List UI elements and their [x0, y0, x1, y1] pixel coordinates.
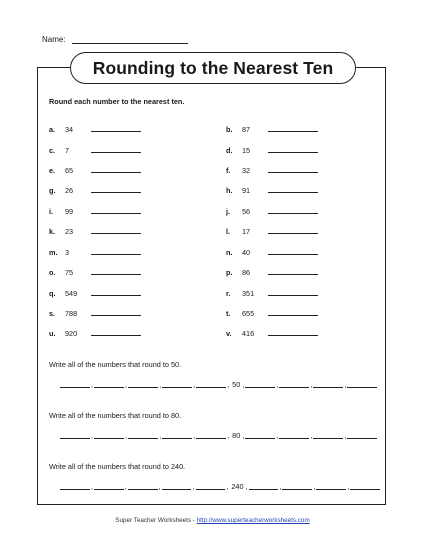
- problem-letter: o.: [49, 268, 56, 277]
- problem-number: 23: [65, 227, 74, 236]
- answer-row-80: , , , , , 80 , , , ,: [60, 432, 380, 439]
- problem-letter: g.: [49, 186, 56, 195]
- footer-separator: -: [192, 517, 195, 524]
- answer-blank[interactable]: [313, 432, 343, 439]
- problem-letter: t.: [226, 309, 231, 318]
- problem-number: 40: [242, 248, 251, 257]
- problem-j: [226, 207, 318, 217]
- problem-c: [49, 146, 141, 156]
- problem-number: 75: [65, 268, 74, 277]
- problem-number: 416: [242, 329, 255, 338]
- footer-url-link[interactable]: http://www.superteacherworksheets.com: [196, 517, 310, 524]
- problem-g: [49, 186, 141, 196]
- problem-letter: l.: [226, 227, 231, 236]
- problem-q: [49, 289, 141, 299]
- answer-blank[interactable]: [91, 207, 141, 214]
- problem-letter: j.: [226, 207, 231, 216]
- problem-p: [226, 268, 318, 278]
- answer-blank[interactable]: [347, 381, 377, 388]
- problem-letter: d.: [226, 146, 233, 155]
- problem-number: 3: [65, 248, 70, 257]
- problem-letter: h.: [226, 186, 233, 195]
- answer-blank[interactable]: [91, 309, 141, 316]
- answer-blank[interactable]: [91, 227, 141, 234]
- problem-letter: f.: [226, 166, 231, 175]
- answer-blank[interactable]: [91, 125, 141, 132]
- problem-v: [226, 329, 318, 339]
- problem-number: 655: [242, 309, 255, 318]
- problem-letter: c.: [49, 146, 56, 155]
- answer-blank[interactable]: [268, 166, 318, 173]
- answer-blank[interactable]: [268, 186, 318, 193]
- problem-letter: a.: [49, 125, 56, 134]
- answer-blank[interactable]: [128, 483, 158, 490]
- answer-blank[interactable]: [268, 309, 318, 316]
- answer-blank[interactable]: [282, 483, 312, 490]
- problem-number: 7: [65, 146, 70, 155]
- title-text: Rounding to the Nearest Ten: [92, 57, 334, 78]
- problem-l: [226, 227, 318, 237]
- problem-number: 17: [242, 227, 251, 236]
- problem-number: 351: [242, 289, 255, 298]
- answer-blank[interactable]: [268, 125, 318, 132]
- problem-o: [49, 268, 141, 278]
- given-value: 50: [232, 380, 241, 389]
- write-prompt-80: Write all of the numbers that round to 80.: [49, 411, 182, 420]
- problem-letter: e.: [49, 166, 56, 175]
- answer-blank[interactable]: [268, 329, 318, 336]
- problem-number: 32: [242, 166, 251, 175]
- problem-number: 99: [65, 207, 74, 216]
- problem-m: [49, 248, 141, 258]
- answer-blank[interactable]: [128, 381, 158, 388]
- problem-b: [226, 125, 318, 135]
- answer-blank[interactable]: [162, 483, 192, 490]
- problem-letter: v.: [226, 329, 232, 338]
- problem-letter: u.: [49, 329, 56, 338]
- answer-blank[interactable]: [91, 186, 141, 193]
- problem-number: 65: [65, 166, 74, 175]
- answer-blank[interactable]: [94, 432, 124, 439]
- answer-blank[interactable]: [91, 146, 141, 153]
- worksheet-title: [70, 52, 356, 84]
- problem-letter: p.: [226, 268, 233, 277]
- answer-blank[interactable]: [91, 329, 141, 336]
- problem-number: 920: [65, 329, 78, 338]
- answer-blank[interactable]: [245, 381, 275, 388]
- answer-blank[interactable]: [350, 483, 380, 490]
- answer-blank[interactable]: [91, 268, 141, 275]
- problem-r: [226, 289, 318, 299]
- page-footer: [0, 517, 425, 524]
- given-value: 80: [232, 431, 241, 440]
- answer-blank[interactable]: [94, 483, 124, 490]
- problem-e: [49, 166, 141, 176]
- problem-h: [226, 186, 318, 196]
- write-prompt-240: Write all of the numbers that round to 240.: [49, 462, 186, 471]
- answer-row-50: , , , , , 50 , , , ,: [60, 381, 380, 388]
- problem-letter: q.: [49, 289, 56, 298]
- problem-letter: b.: [226, 125, 233, 134]
- problem-number: 549: [65, 289, 78, 298]
- answer-blank[interactable]: [245, 432, 275, 439]
- answer-blank[interactable]: [268, 289, 318, 296]
- given-value: 240: [231, 482, 244, 491]
- footer-brand: Super Teacher Worksheets: [115, 517, 192, 524]
- problem-number: 86: [242, 268, 251, 277]
- problem-t: [226, 309, 318, 319]
- answer-blank[interactable]: [196, 483, 226, 490]
- answer-blank[interactable]: [279, 432, 309, 439]
- answer-blank[interactable]: [91, 166, 141, 173]
- answer-blank[interactable]: [268, 146, 318, 153]
- answer-blank[interactable]: [162, 381, 192, 388]
- problem-i: [49, 207, 141, 217]
- answer-blank[interactable]: [60, 432, 90, 439]
- answer-row-240: , , , , , 240 , , , ,: [60, 483, 380, 490]
- answer-blank[interactable]: [162, 432, 192, 439]
- answer-blank[interactable]: [196, 381, 226, 388]
- problem-letter: k.: [49, 227, 56, 236]
- problem-a: [49, 125, 141, 135]
- name-blank-line[interactable]: [72, 35, 188, 44]
- problem-d: [226, 146, 318, 156]
- answer-blank[interactable]: [249, 483, 279, 490]
- answer-blank[interactable]: [279, 381, 309, 388]
- answer-blank[interactable]: [313, 381, 343, 388]
- answer-blank[interactable]: [60, 381, 90, 388]
- answer-blank[interactable]: [196, 432, 226, 439]
- instructions-text: Round each number to the nearest ten.: [49, 97, 185, 106]
- problem-number: 26: [65, 186, 74, 195]
- problem-number: 56: [242, 207, 251, 216]
- answer-blank[interactable]: [316, 483, 346, 490]
- problem-number: 788: [65, 309, 78, 318]
- problem-number: 91: [242, 186, 251, 195]
- answer-blank[interactable]: [268, 207, 318, 214]
- problem-letter: m.: [49, 248, 58, 257]
- answer-blank[interactable]: [94, 381, 124, 388]
- problem-letter: r.: [226, 289, 231, 298]
- problem-k: [49, 227, 141, 237]
- problem-n: [226, 248, 318, 258]
- name-label: Name:: [42, 35, 66, 44]
- problem-letter: n.: [226, 248, 233, 257]
- problem-f: [226, 166, 318, 176]
- problem-s: [49, 309, 141, 319]
- write-prompt-50: Write all of the numbers that round to 50.: [49, 360, 182, 369]
- problem-letter: i.: [49, 207, 54, 216]
- answer-blank[interactable]: [91, 289, 141, 296]
- answer-blank[interactable]: [268, 227, 318, 234]
- answer-blank[interactable]: [268, 268, 318, 275]
- problem-number: 87: [242, 125, 251, 134]
- problem-letter: s.: [49, 309, 56, 318]
- name-field-row: [42, 35, 188, 44]
- answer-blank[interactable]: [60, 483, 90, 490]
- answer-blank[interactable]: [268, 248, 318, 255]
- problem-number: 34: [65, 125, 74, 134]
- problem-u: [49, 329, 141, 339]
- problem-number: 15: [242, 146, 251, 155]
- answer-blank[interactable]: [91, 248, 141, 255]
- answer-blank[interactable]: [128, 432, 158, 439]
- answer-blank[interactable]: [347, 432, 377, 439]
